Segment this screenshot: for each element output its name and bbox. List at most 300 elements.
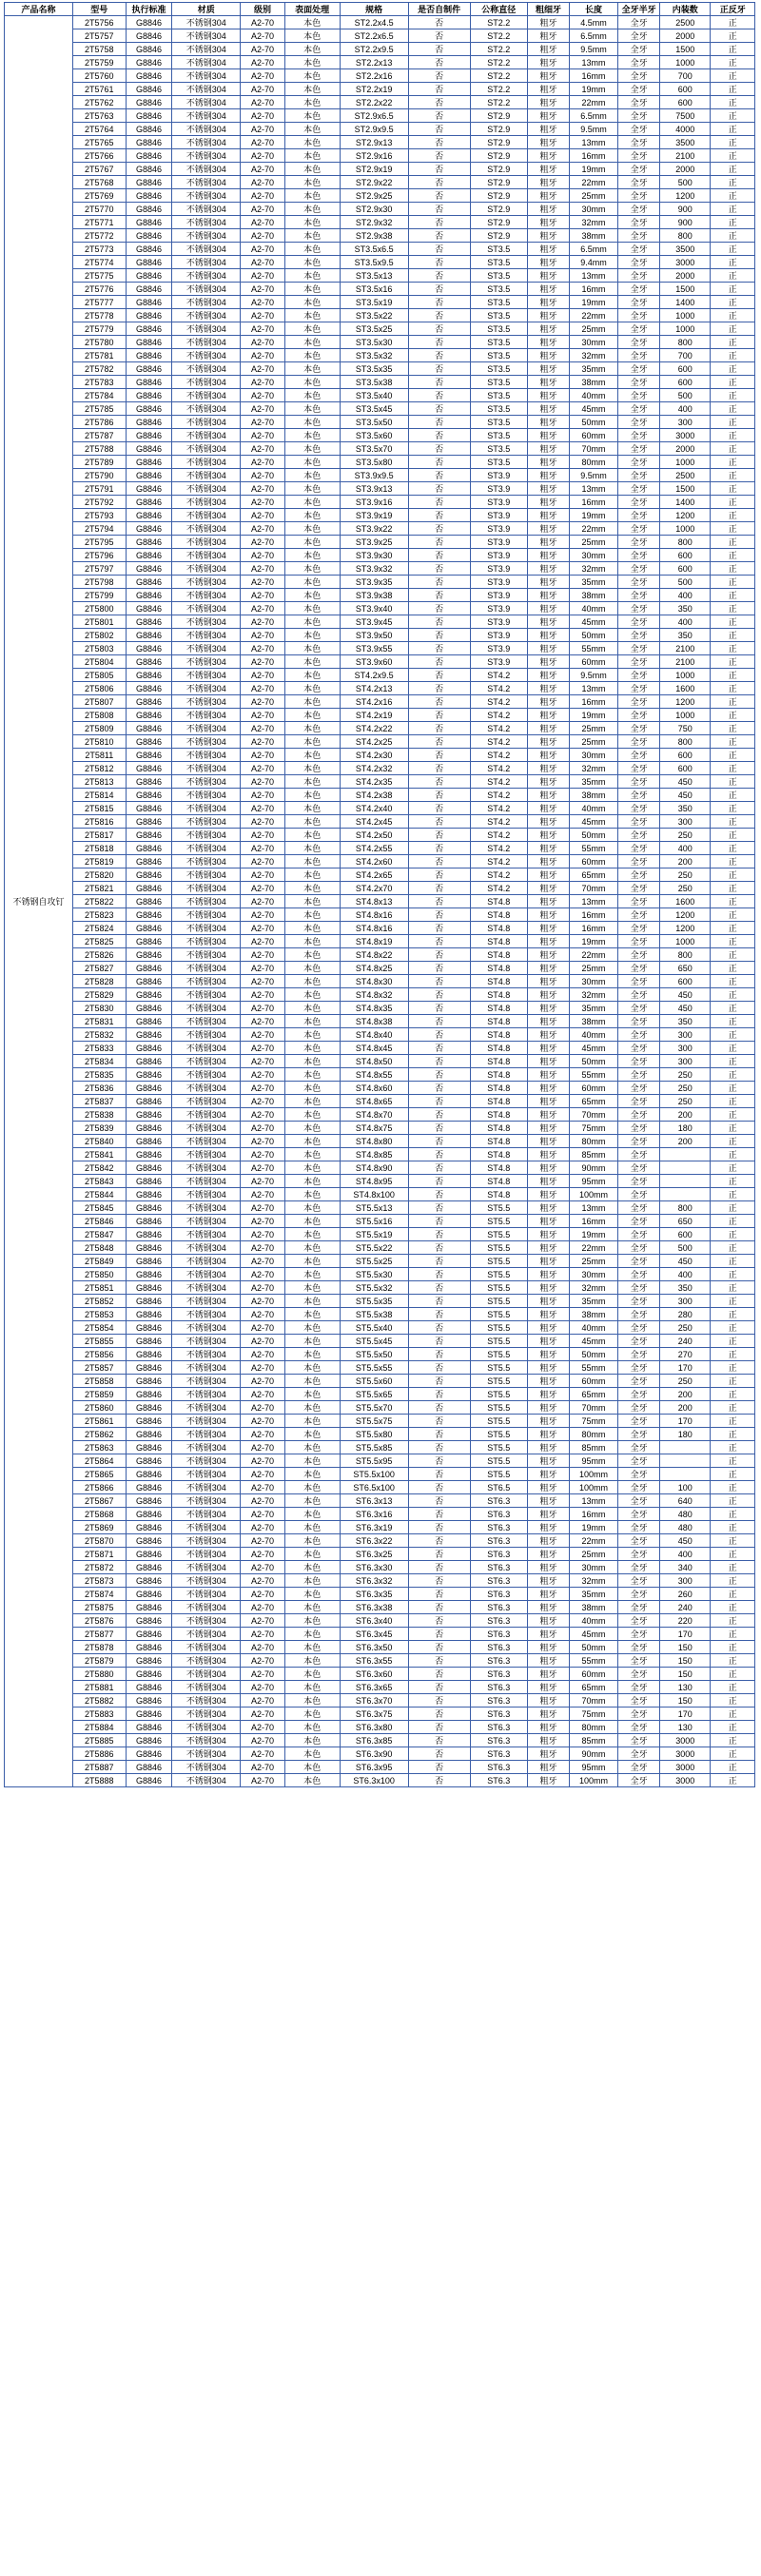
cell-6: 否 [408,1321,470,1335]
cell-5: ST4.8x50 [340,1055,408,1068]
cell-1: G8846 [126,83,172,96]
cell-11: 500 [660,389,711,402]
cell-3: A2-70 [241,69,284,83]
table-row [5,176,755,189]
cell-1: G8846 [126,895,172,908]
cell-9: 30mm [570,1268,618,1281]
table-row [5,509,755,522]
cell-6: 否 [408,1654,470,1668]
cell-10: 全牙 [618,1335,660,1348]
cell-5: ST3.5x80 [340,456,408,469]
cell-12: 正 [711,29,755,43]
cell-9: 35mm [570,1295,618,1308]
cell-5: ST6.3x19 [340,1521,408,1534]
cell-6: 否 [408,1521,470,1534]
cell-5: ST4.8x80 [340,1135,408,1148]
cell-6: 否 [408,1255,470,1268]
cell-11: 3500 [660,243,711,256]
cell-0: 2T5760 [72,69,126,83]
cell-0: 2T5843 [72,1175,126,1188]
cell-10: 全牙 [618,216,660,229]
cell-11: 800 [660,229,711,243]
cell-9: 35mm [570,1588,618,1601]
cell-2: 不锈钢304 [172,695,241,709]
cell-5: ST4.2x13 [340,682,408,695]
cell-7: ST5.5 [470,1255,527,1268]
cell-0: 2T5812 [72,762,126,775]
cell-9: 60mm [570,1375,618,1388]
cell-7: ST4.8 [470,1055,527,1068]
cell-2: 不锈钢304 [172,322,241,336]
cell-4: 本色 [284,469,340,482]
cell-7: ST5.5 [470,1454,527,1468]
cell-10: 全牙 [618,895,660,908]
cell-9: 75mm [570,1708,618,1721]
cell-8: 粗牙 [527,589,569,602]
cell-12: 正 [711,1774,755,1787]
cell-10: 全牙 [618,362,660,376]
cell-1: G8846 [126,29,172,43]
cell-0: 2T5869 [72,1521,126,1534]
cell-4: 本色 [284,229,340,243]
cell-12: 正 [711,735,755,749]
cell-8: 粗牙 [527,735,569,749]
cell-7: ST4.2 [470,722,527,735]
cell-11: 700 [660,349,711,362]
cell-7: ST3.5 [470,416,527,429]
cell-0: 2T5780 [72,336,126,349]
table-row [5,1588,755,1601]
cell-0: 2T5851 [72,1281,126,1295]
cell-0: 2T5817 [72,829,126,842]
table-row [5,1161,755,1175]
cell-4: 本色 [284,1681,340,1694]
cell-10: 全牙 [618,1641,660,1654]
cell-10: 全牙 [618,868,660,882]
cell-4: 本色 [284,735,340,749]
cell-6: 否 [408,1175,470,1188]
cell-9: 55mm [570,842,618,855]
cell-1: G8846 [126,269,172,283]
cell-5: ST4.8x60 [340,1082,408,1095]
cell-4: 本色 [284,163,340,176]
cell-11: 180 [660,1122,711,1135]
cell-2: 不锈钢304 [172,1002,241,1015]
cell-2: 不锈钢304 [172,815,241,829]
cell-12: 正 [711,1588,755,1601]
cell-6: 否 [408,1694,470,1708]
cell-6: 否 [408,935,470,948]
cell-11: 750 [660,722,711,735]
cell-3: A2-70 [241,669,284,682]
cell-5: ST4.2x16 [340,695,408,709]
cell-5: ST4.8x25 [340,962,408,975]
cell-8: 粗牙 [527,1321,569,1335]
cell-10: 全牙 [618,975,660,988]
cell-8: 粗牙 [527,655,569,669]
cell-8: 粗牙 [527,1361,569,1375]
cell-1: G8846 [126,442,172,456]
cell-11: 2000 [660,163,711,176]
cell-11: 600 [660,749,711,762]
cell-2: 不锈钢304 [172,1068,241,1082]
cell-4: 本色 [284,1135,340,1148]
cell-1: G8846 [126,1774,172,1787]
cell-1: G8846 [126,642,172,655]
cell-5: ST6.3x16 [340,1508,408,1521]
cell-3: A2-70 [241,1494,284,1508]
table-row [5,1122,755,1135]
cell-2: 不锈钢304 [172,1255,241,1268]
cell-1: G8846 [126,109,172,123]
cell-3: A2-70 [241,1401,284,1415]
cell-11: 350 [660,602,711,615]
cell-9: 25mm [570,322,618,336]
cell-4: 本色 [284,895,340,908]
cell-9: 22mm [570,96,618,109]
cell-5: ST3.9x60 [340,655,408,669]
cell-4: 本色 [284,123,340,136]
table-row [5,29,755,43]
table-row [5,695,755,709]
cell-5: ST4.8x16 [340,908,408,922]
cell-12: 正 [711,1122,755,1135]
cell-8: 粗牙 [527,908,569,922]
cell-7: ST4.8 [470,1122,527,1135]
cell-8: 粗牙 [527,376,569,389]
cell-7: ST3.5 [470,243,527,256]
cell-1: G8846 [126,815,172,829]
product-name-cell: 不锈钢自攻钉 [5,16,73,1787]
cell-3: A2-70 [241,975,284,988]
table-row [5,1454,755,1468]
cell-6: 否 [408,1401,470,1415]
cell-2: 不锈钢304 [172,1082,241,1095]
cell-7: ST3.5 [470,429,527,442]
cell-0: 2T5779 [72,322,126,336]
cell-11: 1400 [660,496,711,509]
cell-4: 本色 [284,389,340,402]
cell-8: 粗牙 [527,1215,569,1228]
cell-2: 不锈钢304 [172,296,241,309]
cell-5: ST3.9x50 [340,629,408,642]
cell-7: ST3.5 [470,389,527,402]
cell-12: 正 [711,1441,755,1454]
cell-6: 否 [408,1588,470,1601]
cell-7: ST3.5 [470,309,527,322]
cell-8: 粗牙 [527,615,569,629]
cell-11: 450 [660,1534,711,1548]
cell-2: 不锈钢304 [172,922,241,935]
cell-7: ST2.9 [470,136,527,149]
cell-5: ST4.2x19 [340,709,408,722]
table-row [5,749,755,762]
cell-0: 2T5758 [72,43,126,56]
cell-0: 2T5870 [72,1534,126,1548]
cell-3: A2-70 [241,309,284,322]
cell-4: 本色 [284,948,340,962]
cell-11: 600 [660,96,711,109]
cell-12: 正 [711,1095,755,1108]
cell-8: 粗牙 [527,163,569,176]
cell-5: ST5.5x75 [340,1415,408,1428]
cell-10: 全牙 [618,456,660,469]
cell-3: A2-70 [241,416,284,429]
cell-1: G8846 [126,536,172,549]
cell-1: G8846 [126,1335,172,1348]
cell-10: 全牙 [618,1415,660,1428]
cell-3: A2-70 [241,269,284,283]
cell-2: 不锈钢304 [172,1521,241,1534]
cell-6: 否 [408,868,470,882]
cell-4: 本色 [284,1348,340,1361]
cell-8: 粗牙 [527,416,569,429]
cell-11: 350 [660,802,711,815]
cell-0: 2T5874 [72,1588,126,1601]
cell-7: ST3.5 [470,362,527,376]
cell-4: 本色 [284,882,340,895]
cell-10: 全牙 [618,1108,660,1122]
cell-8: 粗牙 [527,962,569,975]
cell-7: ST6.3 [470,1508,527,1521]
cell-2: 不锈钢304 [172,176,241,189]
cell-10: 全牙 [618,522,660,536]
cell-3: A2-70 [241,829,284,842]
cell-1: G8846 [126,935,172,948]
cell-6: 否 [408,416,470,429]
cell-10: 全牙 [618,109,660,123]
cell-3: A2-70 [241,775,284,789]
cell-4: 本色 [284,283,340,296]
cell-6: 否 [408,1055,470,1068]
cell-3: A2-70 [241,362,284,376]
cell-5: ST4.8x95 [340,1175,408,1188]
cell-6: 否 [408,16,470,29]
cell-1: G8846 [126,1188,172,1201]
cell-0: 2T5884 [72,1721,126,1734]
cell-10: 全牙 [618,948,660,962]
cell-12: 正 [711,1534,755,1548]
cell-0: 2T5873 [72,1574,126,1588]
cell-7: ST4.2 [470,669,527,682]
cell-6: 否 [408,1468,470,1481]
cell-5: ST3.9x30 [340,549,408,562]
cell-7: ST3.5 [470,349,527,362]
cell-6: 否 [408,136,470,149]
cell-2: 不锈钢304 [172,789,241,802]
cell-11: 350 [660,629,711,642]
cell-10: 全牙 [618,882,660,895]
cell-4: 本色 [284,1654,340,1668]
cell-1: G8846 [126,1361,172,1375]
cell-1: G8846 [126,149,172,163]
cell-9: 25mm [570,962,618,975]
cell-7: ST3.9 [470,536,527,549]
cell-8: 粗牙 [527,1628,569,1641]
cell-3: A2-70 [241,562,284,576]
cell-6: 否 [408,429,470,442]
cell-11: 170 [660,1708,711,1721]
cell-5: ST5.5x70 [340,1401,408,1415]
cell-4: 本色 [284,1694,340,1708]
cell-2: 不锈钢304 [172,962,241,975]
cell-3: A2-70 [241,1668,284,1681]
cell-4: 本色 [284,1281,340,1295]
cell-7: ST5.5 [470,1215,527,1228]
cell-7: ST5.5 [470,1348,527,1361]
cell-11 [660,1468,711,1481]
cell-5: ST3.9x19 [340,509,408,522]
cell-8: 粗牙 [527,1548,569,1561]
cell-7: ST4.8 [470,922,527,935]
cell-2: 不锈钢304 [172,895,241,908]
cell-9: 16mm [570,149,618,163]
cell-7: ST5.5 [470,1361,527,1375]
cell-8: 粗牙 [527,496,569,509]
cell-2: 不锈钢304 [172,376,241,389]
cell-11: 3000 [660,1747,711,1761]
cell-2: 不锈钢304 [172,442,241,456]
cell-4: 本色 [284,988,340,1002]
cell-5: ST3.9x32 [340,562,408,576]
table-row [5,922,755,935]
cell-3: A2-70 [241,322,284,336]
cell-2: 不锈钢304 [172,1734,241,1747]
cell-9: 32mm [570,1281,618,1295]
cell-10: 全牙 [618,1468,660,1481]
cell-5: ST3.9x22 [340,522,408,536]
cell-12: 正 [711,908,755,922]
cell-11: 450 [660,1255,711,1268]
table-row [5,1468,755,1481]
cell-0: 2T5848 [72,1241,126,1255]
cell-3: A2-70 [241,682,284,695]
cell-2: 不锈钢304 [172,655,241,669]
cell-2: 不锈钢304 [172,1654,241,1668]
cell-11: 300 [660,1028,711,1042]
cell-1: G8846 [126,1228,172,1241]
cell-12: 正 [711,216,755,229]
cell-11: 1000 [660,309,711,322]
cell-0: 2T5774 [72,256,126,269]
cell-10: 全牙 [618,536,660,549]
cell-7: ST5.5 [470,1441,527,1454]
table-row [5,908,755,922]
cell-8: 粗牙 [527,722,569,735]
cell-0: 2T5855 [72,1335,126,1348]
cell-2: 不锈钢304 [172,283,241,296]
cell-6: 否 [408,1681,470,1694]
cell-3: A2-70 [241,456,284,469]
cell-3: A2-70 [241,1747,284,1761]
cell-8: 粗牙 [527,1561,569,1574]
cell-9: 40mm [570,1321,618,1335]
cell-1: G8846 [126,243,172,256]
cell-1: G8846 [126,163,172,176]
cell-2: 不锈钢304 [172,855,241,868]
cell-4: 本色 [284,56,340,69]
cell-1: G8846 [126,1454,172,1468]
table-row [5,1015,755,1028]
cell-9: 50mm [570,1348,618,1361]
cell-1: G8846 [126,1028,172,1042]
cell-4: 本色 [284,296,340,309]
cell-0: 2T5854 [72,1321,126,1335]
table-row [5,69,755,83]
cell-1: G8846 [126,1348,172,1361]
cell-7: ST6.3 [470,1494,527,1508]
cell-6: 否 [408,1308,470,1321]
cell-0: 2T5826 [72,948,126,962]
cell-5: ST5.5x80 [340,1428,408,1441]
cell-10: 全牙 [618,1361,660,1375]
table-row [5,482,755,496]
cell-7: ST4.8 [470,1188,527,1201]
cell-11: 350 [660,1015,711,1028]
cell-4: 本色 [284,669,340,682]
cell-5: ST5.5x13 [340,1201,408,1215]
cell-6: 否 [408,1122,470,1135]
cell-1: G8846 [126,975,172,988]
cell-1: G8846 [126,1428,172,1441]
cell-6: 否 [408,709,470,722]
cell-5: ST4.2x55 [340,842,408,855]
cell-1: G8846 [126,682,172,695]
cell-10: 全牙 [618,1454,660,1468]
cell-7: ST3.9 [470,615,527,629]
cell-12: 正 [711,96,755,109]
table-row [5,1148,755,1161]
cell-12: 正 [711,1281,755,1295]
table-row [5,269,755,283]
cell-12: 正 [711,562,755,576]
table-row [5,149,755,163]
cell-6: 否 [408,283,470,296]
cell-10: 全牙 [618,229,660,243]
cell-8: 粗牙 [527,1494,569,1508]
cell-4: 本色 [284,855,340,868]
cell-10: 全牙 [618,655,660,669]
table-row [5,1361,755,1375]
cell-12: 正 [711,83,755,96]
cell-4: 本色 [284,96,340,109]
cell-9: 65mm [570,1681,618,1694]
cell-9: 75mm [570,1415,618,1428]
cell-7: ST2.9 [470,216,527,229]
cell-4: 本色 [284,1308,340,1321]
cell-5: ST3.9x55 [340,642,408,655]
cell-10: 全牙 [618,1734,660,1747]
cell-5: ST4.8x75 [340,1122,408,1135]
cell-6: 否 [408,682,470,695]
cell-8: 粗牙 [527,775,569,789]
cell-0: 2T5883 [72,1708,126,1721]
cell-2: 不锈钢304 [172,1188,241,1201]
cell-0: 2T5868 [72,1508,126,1521]
cell-1: G8846 [126,402,172,416]
cell-11: 2500 [660,469,711,482]
cell-3: A2-70 [241,123,284,136]
cell-0: 2T5867 [72,1494,126,1508]
cell-1: G8846 [126,256,172,269]
cell-0: 2T5818 [72,842,126,855]
cell-4: 本色 [284,416,340,429]
cell-2: 不锈钢304 [172,1681,241,1694]
cell-5: ST3.9x25 [340,536,408,549]
cell-1: G8846 [126,389,172,402]
cell-5: ST4.2x50 [340,829,408,842]
cell-12: 正 [711,402,755,416]
